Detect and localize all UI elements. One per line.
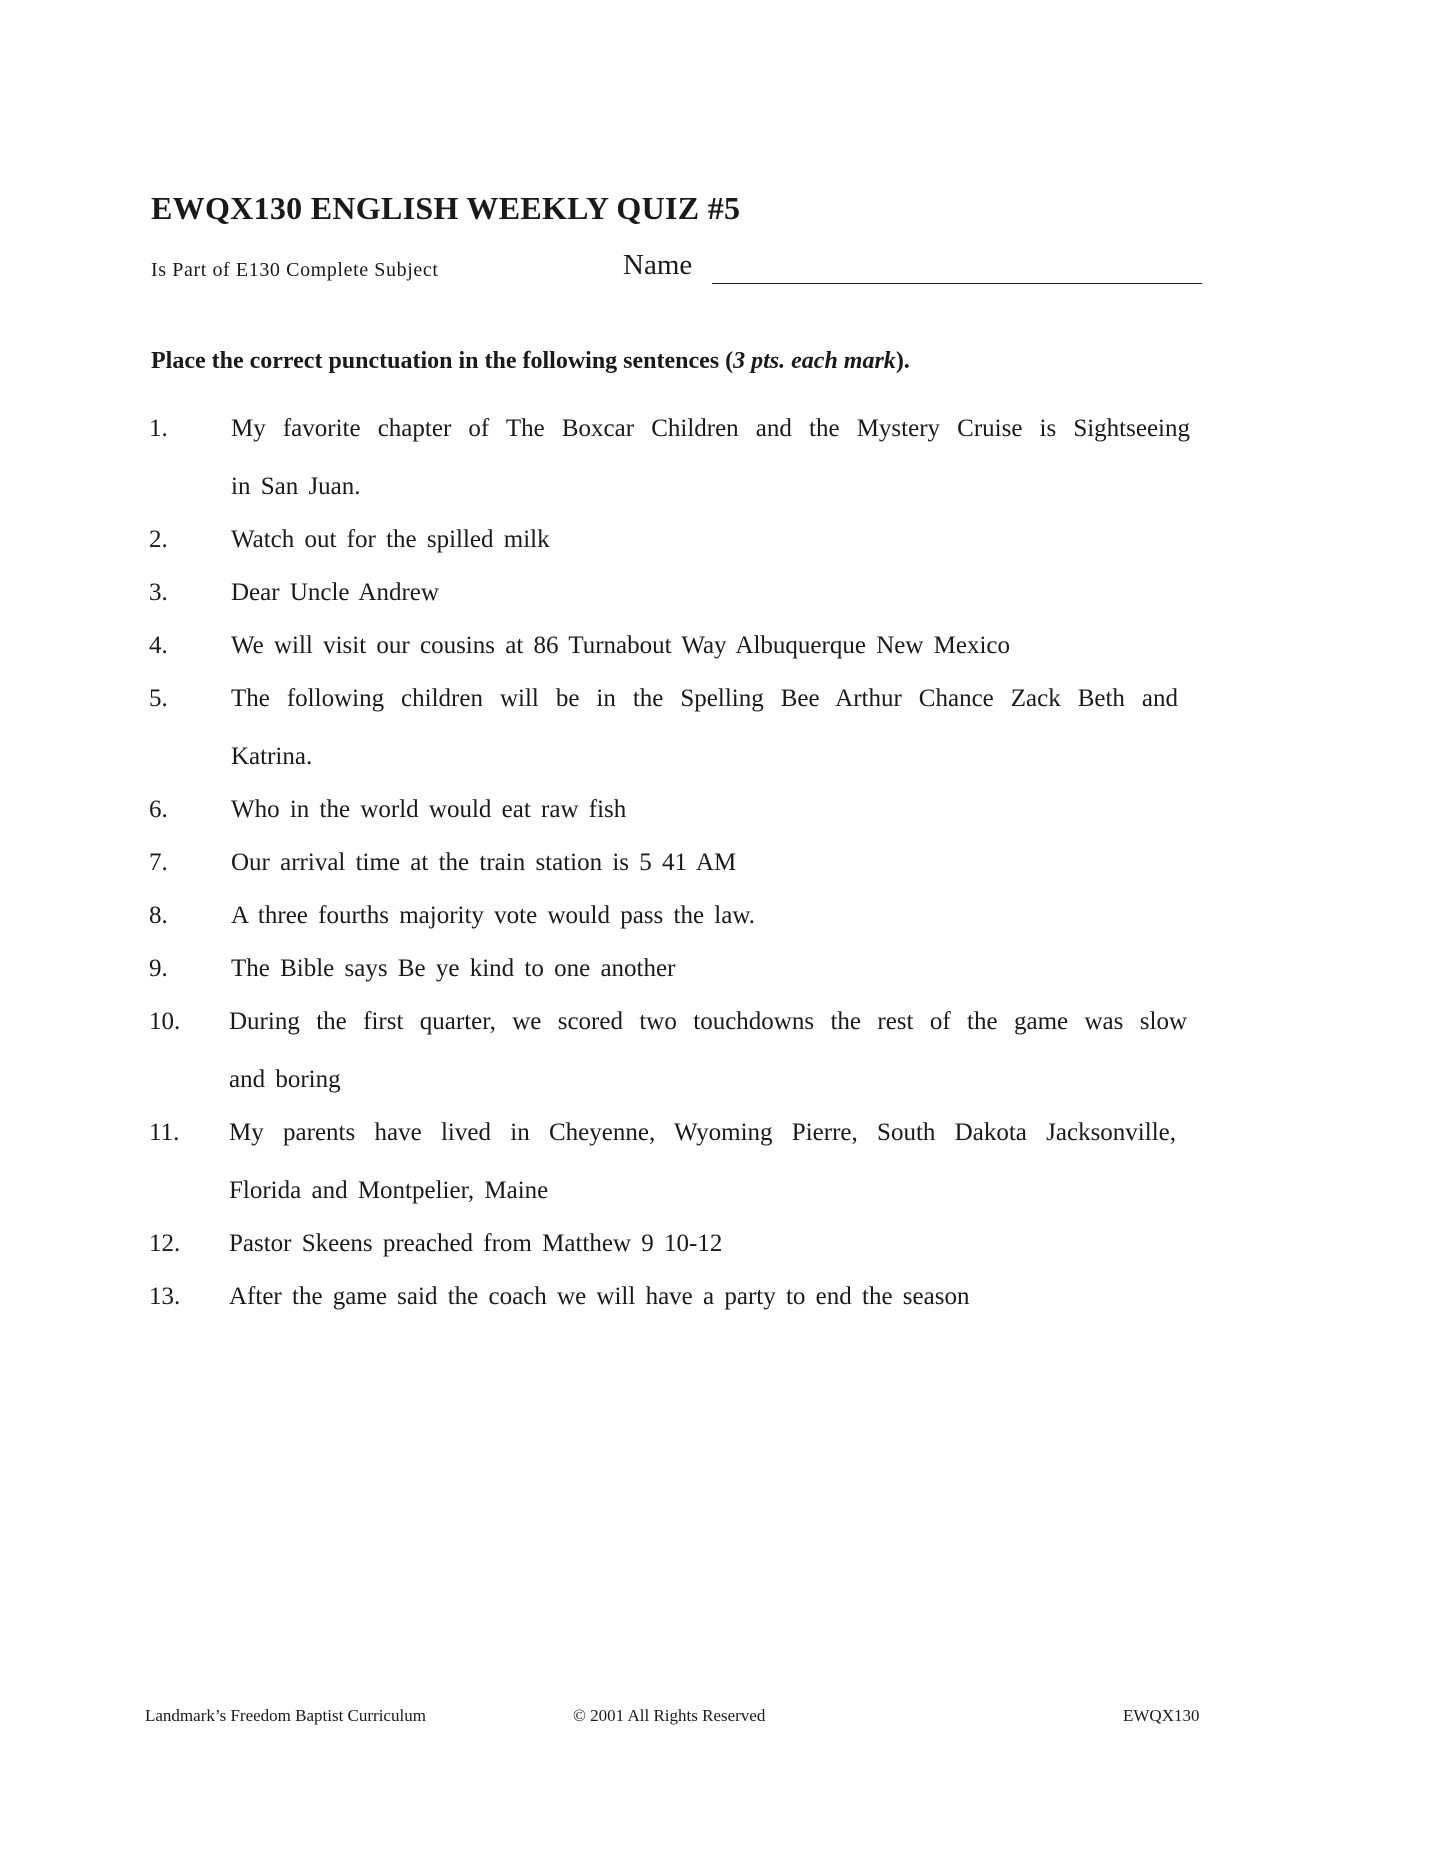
question-text: After the game said the coach we will have a party to end the season: [229, 1283, 970, 1310]
question-number: 3.: [149, 579, 168, 606]
question-text: Who in the world would eat raw fish: [231, 796, 627, 823]
question-text: Florida and Montpelier, Maine: [229, 1177, 549, 1204]
question-text: and boring: [229, 1066, 341, 1093]
footer-code: EWQX130: [1123, 1706, 1200, 1725]
quiz-title: EWQX130 ENGLISH WEEKLY QUIZ #5: [151, 190, 741, 226]
question-text: We will visit our cousins at 86 Turnabout Way Albuquerque New Mexico: [231, 632, 1011, 659]
question-number: 11.: [149, 1119, 180, 1146]
instructions-end: ).: [895, 348, 910, 374]
question-number: 2.: [149, 526, 168, 553]
question-number: 6.: [149, 796, 168, 823]
question-text: During the first quarter, we scored two touchdowns the rest of the game was slow: [229, 1008, 1187, 1035]
question-text: in San Juan.: [231, 473, 361, 500]
question-number: 9.: [149, 955, 168, 982]
question-number: 12.: [149, 1230, 181, 1257]
question-text: Watch out for the spilled milk: [231, 526, 550, 553]
question-number: 7.: [149, 849, 168, 876]
question-number: 1.: [149, 415, 168, 442]
instructions-text: Place the correct punctuation in the following sentences (: [151, 348, 734, 374]
footer-copyright: © 2001 All Rights Reserved: [573, 1706, 766, 1725]
quiz-subtitle: Is Part of E130 Complete Subject: [151, 259, 439, 281]
question-number: 4.: [149, 632, 168, 659]
question-number: 5.: [149, 685, 168, 712]
question-text: The Bible says Be ye kind to one another: [231, 955, 676, 982]
question-text: Our arrival time at the train station is 5 41 AM: [231, 849, 737, 876]
question-text: Pastor Skeens preached from Matthew 9 10-12: [229, 1230, 723, 1257]
instructions-points: 3 pts. each mark: [733, 348, 896, 374]
question-text: My favorite chapter of The Boxcar Children and the Mystery Cruise is Sightseeing: [231, 415, 1190, 442]
question-text: Katrina.: [231, 743, 313, 770]
footer-publisher: Landmark’s Freedom Baptist Curriculum: [145, 1706, 426, 1725]
question-text: A three fourths majority vote would pass the law.: [231, 902, 756, 929]
question-number: 13.: [149, 1283, 181, 1310]
question-text: My parents have lived in Cheyenne, Wyoming Pierre, South Dakota Jacksonville,: [229, 1119, 1176, 1146]
question-number: 10.: [149, 1008, 181, 1035]
question-text: Dear Uncle Andrew: [231, 579, 439, 606]
question-text: The following children will be in the Spelling Bee Arthur Chance Zack Beth and: [231, 685, 1178, 712]
name-label: Name: [623, 249, 693, 281]
question-number: 8.: [149, 902, 168, 929]
